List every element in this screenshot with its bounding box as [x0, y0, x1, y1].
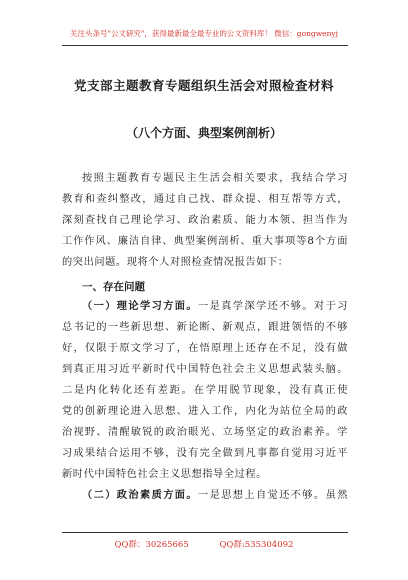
- item2-first-line: [62, 485, 348, 506]
- item1-first-line-text: 一是真学深学还不够。对于习: [198, 301, 348, 312]
- item1-line: 二是内化转化还有差距。在学用脱节现象，没有真正使: [62, 385, 348, 396]
- footer: [0, 538, 408, 550]
- intro-line: 工作作风、廉洁自律、典型案例剖析、重大事项等8个方面: [62, 236, 348, 247]
- document-title: 党支部主题教育专题组织生活会对照检查材料: [73, 78, 334, 93]
- intro-line: 按照主题教育专题民主生活会相关要求，我结合学习: [82, 173, 348, 184]
- item1-paragraph: [62, 296, 348, 506]
- intro-line: 的突出问题。现将个人对照检查情况报告如下：: [62, 257, 289, 268]
- footer-rule: [62, 532, 348, 533]
- footer-qq-group-1: QQ群：30265665: [114, 540, 189, 550]
- section-heading: 一、存在问题: [82, 281, 145, 293]
- item1-line: 到真正用习近平新时代中国特色社会主义思想武装头脑。: [62, 364, 348, 375]
- footer-qq-group-2: QQ群:535304092: [219, 540, 294, 550]
- item1-line: 总书记的一些新思想、新论断、新观点，跟进领悟的不够: [62, 322, 348, 333]
- header-rule: [62, 45, 348, 46]
- item2-label: （二）政治素质方面。: [82, 489, 198, 501]
- header-banner: 关注头条号"公文研究"，获得最新最全最专业的公文资料库！ 微信：gongwenyj: [70, 29, 338, 38]
- intro-line: 深刻查找自己理论学习、政治素质、能力本领、担当作为: [62, 215, 348, 226]
- intro-paragraph: [62, 168, 348, 273]
- item1-line: 党的创新理论进入思想、进入工作，内化为站位全局的政: [62, 406, 348, 417]
- document-subtitle: （八个方面、典型案例剖析）: [125, 126, 282, 140]
- item1-first-line: [62, 296, 348, 317]
- item1-line: 新时代中国特色社会主义思想指导全过程。: [62, 469, 267, 480]
- item2-first-line-text: 一是思想上自觉还不够。虽然: [198, 490, 348, 501]
- item1-line: 习成果结合运用不够，没有完全做到凡事都自觉用习近平: [62, 448, 348, 459]
- item1-label: （一）理论学习方面。: [82, 300, 198, 312]
- item1-line: 好，仅限于原文学习了，在悟原理上还存在不足，没有做: [62, 343, 348, 354]
- intro-line: 教育和查纠整改，通过自己找、群众提、相互帮等方式，: [62, 194, 348, 205]
- item1-line: 治视野、清醒敏锐的政治眼光、立场坚定的政治素养。学: [62, 427, 348, 438]
